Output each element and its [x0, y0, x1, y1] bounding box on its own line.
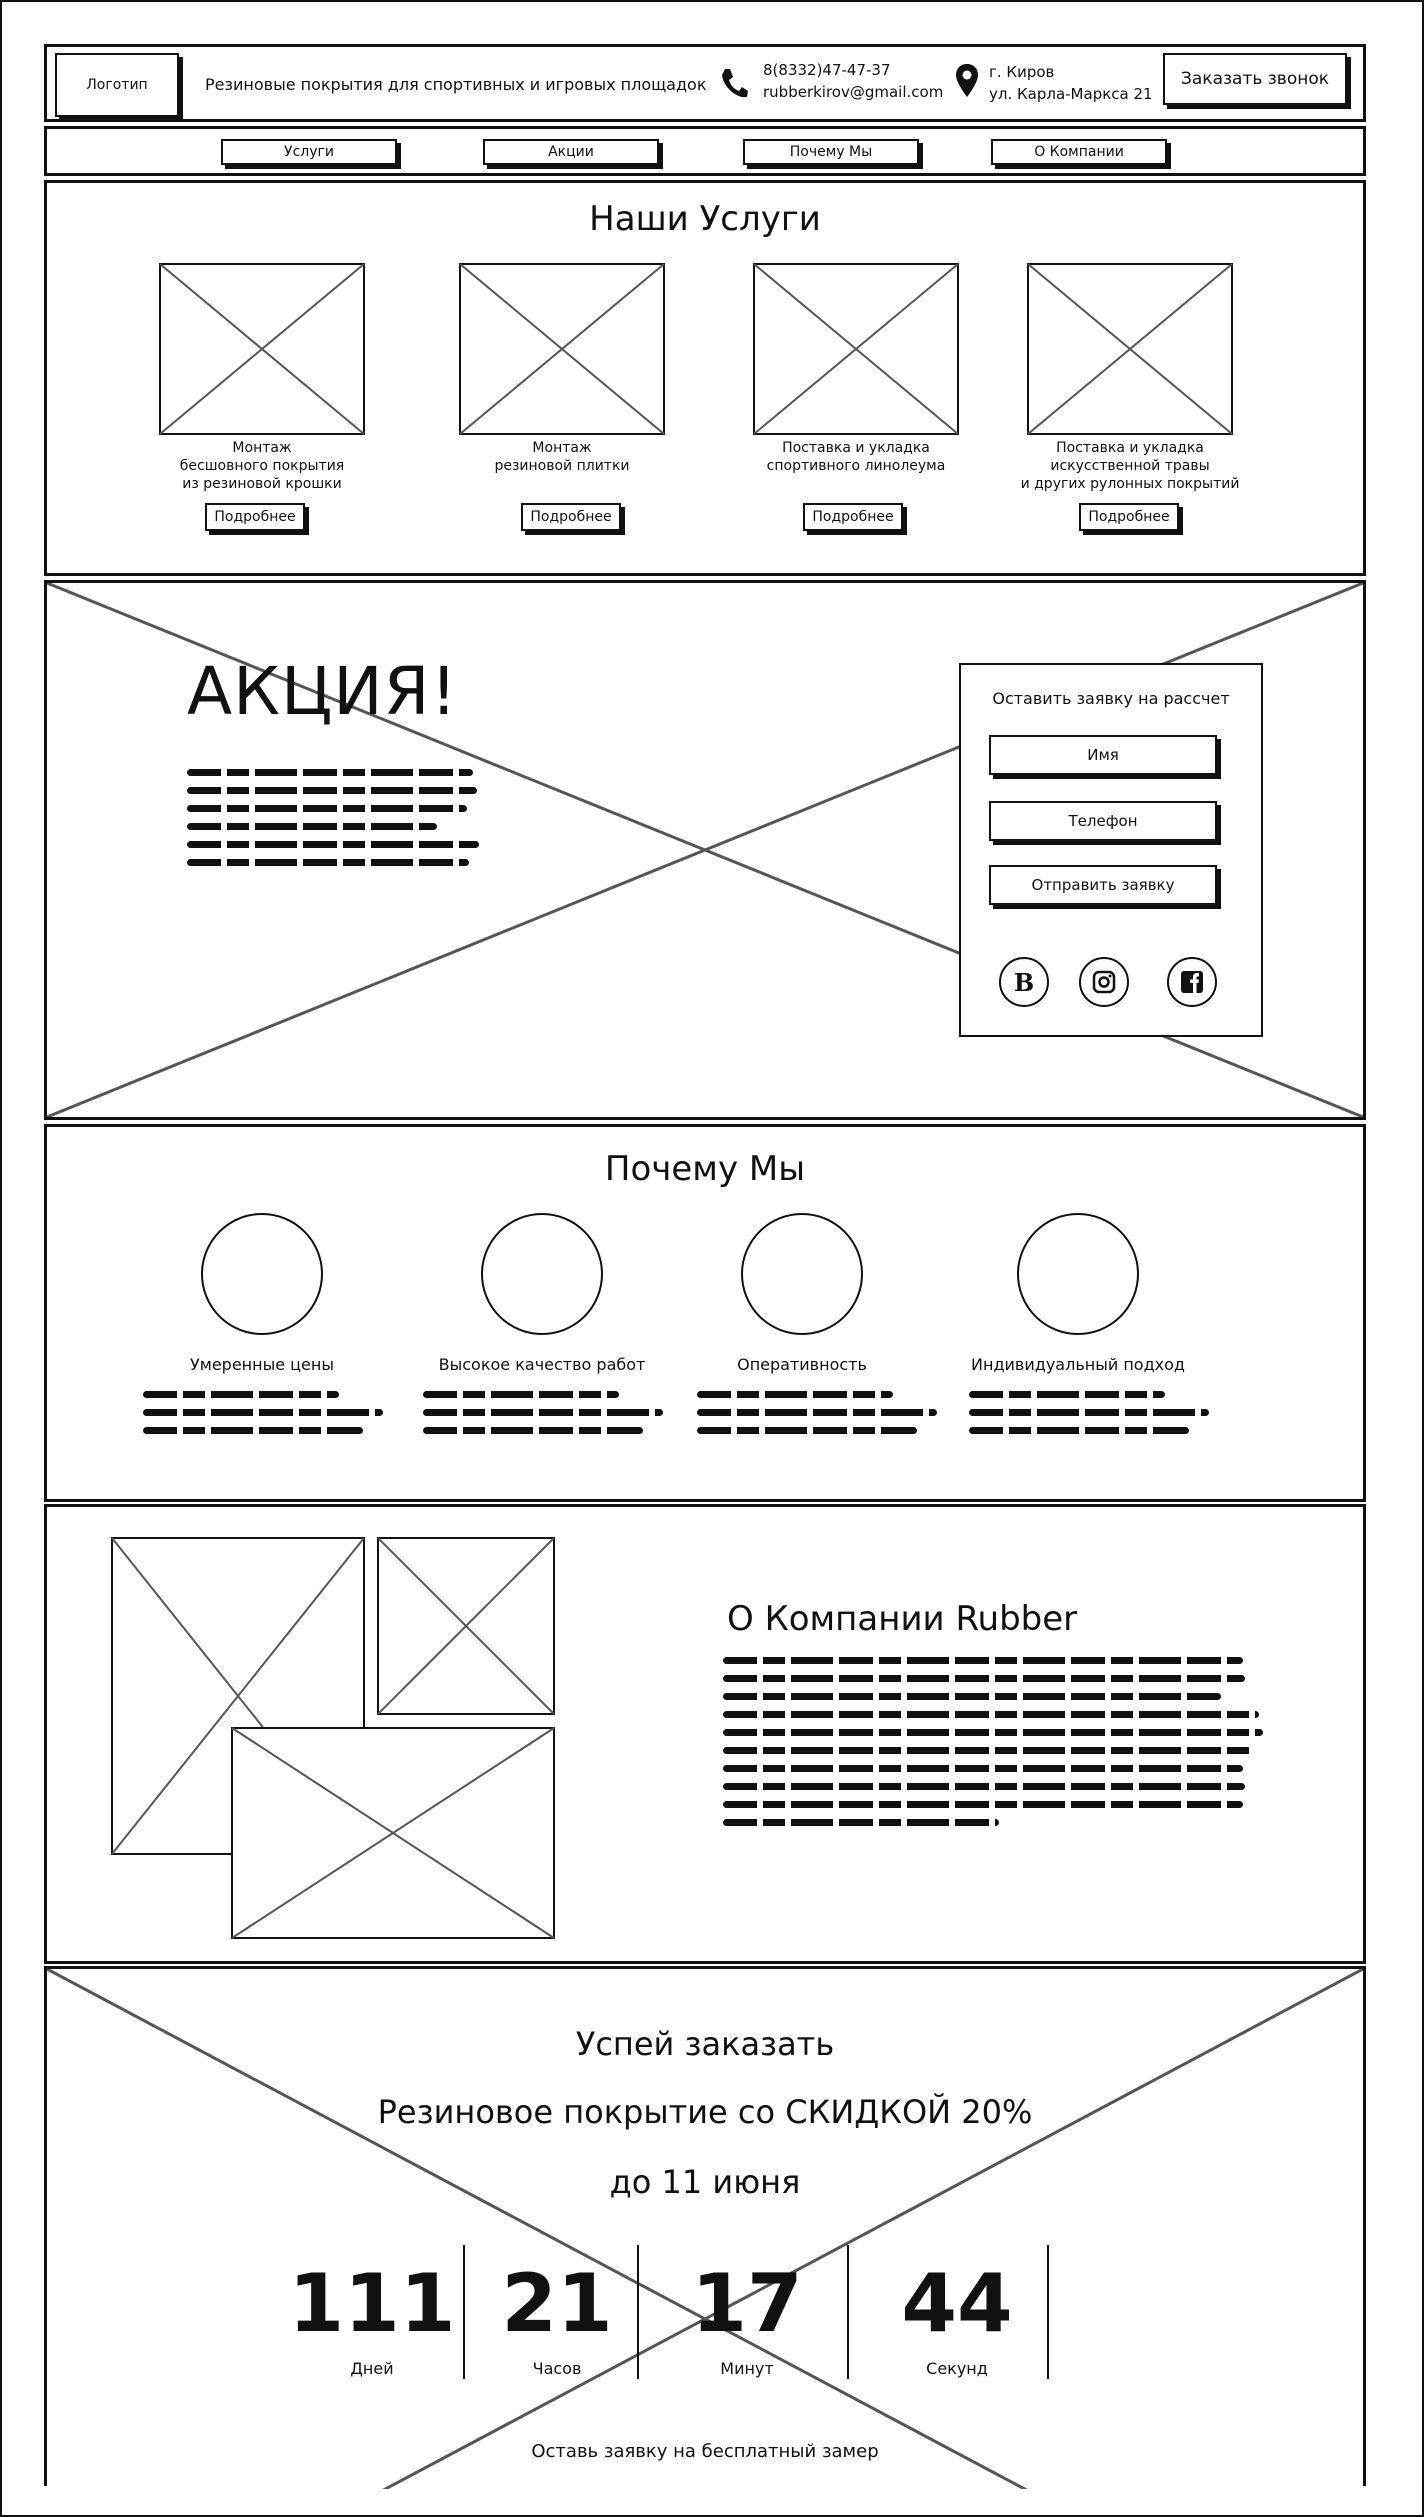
advantage-label: Умеренные цены: [190, 1355, 334, 1374]
advantage-icon: [481, 1213, 603, 1335]
location-pin-icon: [955, 63, 979, 99]
service-more-button[interactable]: Подробнее: [1079, 503, 1179, 531]
vk-icon[interactable]: B: [999, 957, 1049, 1007]
advantage-label: Оперативность: [737, 1355, 867, 1374]
service-image-placeholder: [459, 263, 665, 435]
countdown-hours-value: 21: [501, 2257, 613, 2350]
countdown-days-value: 111: [288, 2257, 456, 2350]
service-caption: Монтаж резиновой плитки: [494, 440, 630, 474]
service-more-button[interactable]: Подробнее: [803, 503, 903, 531]
service-more-button[interactable]: Подробнее: [205, 503, 305, 531]
about-title: О Компании Rubber: [727, 1599, 1078, 1639]
address: ул. Карла-Маркса 21: [989, 85, 1153, 103]
why-us-section: [44, 1124, 1366, 1502]
request-form: [959, 663, 1263, 1037]
offer-discount: Резиновое покрытие со СКИДКОЙ 20%: [377, 2093, 1033, 2131]
advantage-label: Высокое качество работ: [438, 1355, 646, 1374]
offer-headline: Успей заказать: [575, 2025, 835, 2063]
advantage-icon: [741, 1213, 863, 1335]
instagram-icon[interactable]: [1079, 957, 1129, 1007]
offer-deadline: до 11 июня: [609, 2163, 801, 2201]
phone-field[interactable]: Телефон: [989, 801, 1217, 841]
name-field[interactable]: Имя: [989, 735, 1217, 775]
about-image-placeholder: [377, 1537, 555, 1715]
countdown-divider: [637, 2245, 639, 2379]
countdown-seconds-value: 44: [901, 2257, 1013, 2350]
advantage-text: [143, 1391, 383, 1445]
service-caption: Поставка и укладка искусственной травы и других рулонных покрытий: [1020, 440, 1240, 492]
advantage-icon: [201, 1213, 323, 1335]
logo[interactable]: Логотип: [55, 53, 179, 117]
advantage-text: [697, 1391, 937, 1445]
countdown-hours-label: Часов: [532, 2359, 582, 2378]
order-call-button[interactable]: Заказать звонок: [1163, 53, 1347, 105]
service-caption: Поставка и укладка спортивного линолеума: [766, 440, 946, 474]
service-caption: Монтаж бесшовного покрытия из резиновой крошки: [179, 440, 345, 492]
nav-bar: [44, 126, 1366, 176]
about-section: [44, 1504, 1366, 1964]
nav-why-us[interactable]: Почему Мы: [743, 139, 919, 165]
tagline: Резиновые покрытия для спортивных и игровых площадок: [205, 75, 707, 94]
service-image-placeholder: [1027, 263, 1233, 435]
submit-request-button[interactable]: Отправить заявку: [989, 865, 1217, 905]
advantage-text: [969, 1391, 1209, 1445]
phone-number[interactable]: 8(8332)47-47-37: [763, 61, 891, 79]
offer-section: [44, 1966, 1366, 2486]
service-image-placeholder: [159, 263, 365, 435]
advantage-label: Индивидуальный подход: [971, 1355, 1185, 1374]
city: г. Киров: [989, 63, 1055, 81]
header: [44, 44, 1366, 122]
service-more-button[interactable]: Подробнее: [521, 503, 621, 531]
about-image-placeholder: [231, 1727, 555, 1939]
why-us-title: Почему Мы: [604, 1149, 806, 1189]
nav-promotions[interactable]: Акции: [483, 139, 659, 165]
services-section: [44, 180, 1366, 576]
countdown-divider: [1047, 2245, 1049, 2379]
countdown-minutes-value: 17: [691, 2257, 803, 2350]
countdown-days-label: Дней: [350, 2359, 394, 2378]
advantage-text: [423, 1391, 663, 1445]
advantage-icon: [1017, 1213, 1139, 1335]
countdown-divider: [463, 2245, 465, 2379]
service-image-placeholder: [753, 263, 959, 435]
countdown-divider: [847, 2245, 849, 2379]
about-text: [723, 1657, 1263, 1837]
facebook-icon[interactable]: [1167, 957, 1217, 1007]
nav-about[interactable]: О Компании: [991, 139, 1167, 165]
promo-text: [187, 769, 487, 877]
email[interactable]: rubberkirov@gmail.com: [763, 83, 944, 101]
nav-services[interactable]: Услуги: [221, 139, 397, 165]
countdown-seconds-label: Секунд: [926, 2359, 988, 2378]
countdown-minutes-label: Минут: [720, 2359, 774, 2378]
promo-title: АКЦИЯ!: [187, 653, 458, 730]
free-measurement-link[interactable]: Оставь заявку на бесплатный замер: [531, 2441, 879, 2462]
services-title: Наши Услуги: [589, 199, 821, 239]
request-form-title: Оставить заявку на рассчет: [992, 689, 1230, 708]
phone-icon: [719, 67, 749, 101]
promo-section: [44, 580, 1366, 1120]
